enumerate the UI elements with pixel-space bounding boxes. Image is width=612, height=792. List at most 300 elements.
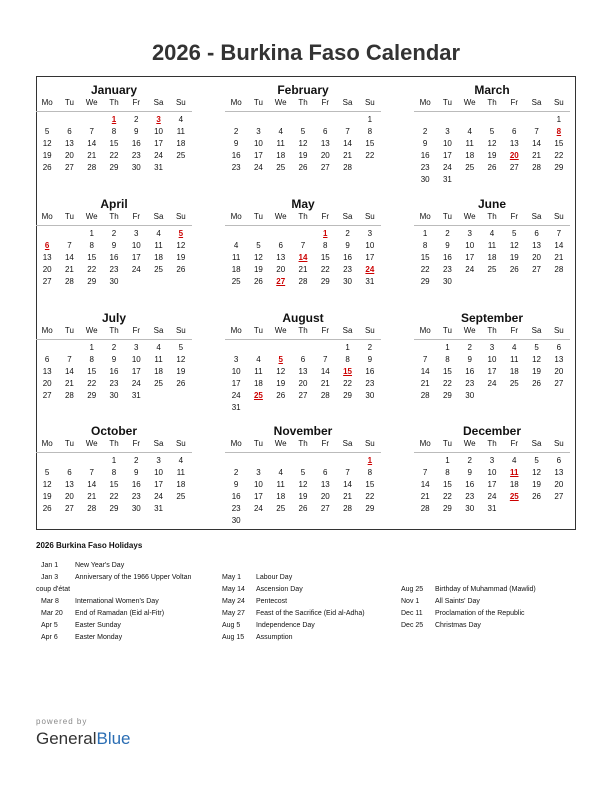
empty-day-cell: [36, 342, 58, 354]
day-cell: 17: [487, 367, 497, 376]
month-march: [414, 83, 570, 186]
empty-day-cell: [503, 114, 525, 126]
day-cell: 26: [176, 379, 186, 388]
day-cell: 4: [512, 456, 517, 465]
weekday-header: [225, 325, 381, 337]
weekday-label: Th: [298, 98, 308, 107]
month-april: [36, 197, 192, 288]
month-october: [36, 424, 192, 515]
day-cell: 24: [487, 492, 497, 501]
weekday-label: We: [463, 98, 476, 107]
day-cell: 5: [178, 343, 184, 352]
weekday-divider: [414, 452, 570, 453]
day-cell: 1: [445, 343, 450, 352]
day-cell: 10: [231, 367, 241, 376]
day-cell: 27: [554, 492, 564, 501]
weekday-label: Th: [298, 212, 308, 221]
day-cell: 9: [111, 241, 117, 250]
day-cell: 23: [343, 265, 353, 274]
weekday-divider: [36, 339, 192, 340]
empty-day-cell: [225, 228, 247, 240]
holiday-date: Dec 25: [401, 622, 424, 629]
empty-day-cell: [359, 402, 381, 414]
day-cell: 31: [231, 403, 241, 412]
day-cell: 14: [343, 480, 353, 489]
day-cell: 27: [320, 504, 330, 513]
brand-general-text: General: [36, 729, 97, 748]
day-cell: 9: [467, 468, 472, 477]
day-cell: 8: [345, 355, 350, 364]
day-cell: 28: [87, 504, 97, 513]
day-cell: 15: [365, 480, 375, 489]
holiday-day-cell: 5: [278, 355, 283, 364]
day-cell: 30: [109, 391, 119, 400]
holiday-date: May 27: [222, 610, 245, 617]
day-cell: 3: [134, 343, 139, 352]
holiday-name: Labour Day: [256, 574, 293, 581]
day-cell: 1: [556, 115, 562, 124]
day-cell: 26: [487, 163, 497, 172]
weekday-label: We: [463, 212, 476, 221]
day-cell: 24: [231, 391, 241, 400]
day-cell: 9: [445, 241, 450, 250]
days-grid: [36, 228, 192, 288]
day-cell: 18: [487, 253, 497, 262]
day-cell: 7: [89, 127, 94, 136]
month-february: [225, 83, 381, 174]
day-cell: 19: [176, 367, 186, 376]
empty-day-cell: [525, 390, 547, 402]
day-cell: 21: [87, 151, 97, 160]
day-cell: 17: [442, 151, 452, 160]
empty-day-cell: [225, 114, 247, 126]
weekday-label: Fr: [510, 439, 519, 448]
weekday-label: Tu: [253, 326, 263, 335]
weekday-label: Sa: [531, 326, 542, 335]
empty-day-cell: [247, 402, 269, 414]
weekday-label: Tu: [64, 98, 74, 107]
holiday-name: Proclamation of the Republic: [435, 610, 525, 617]
weekday-label: Th: [487, 439, 497, 448]
day-cell: 6: [67, 468, 72, 477]
weekday-label: Mo: [419, 439, 431, 448]
weekday-label: Fr: [321, 98, 330, 107]
days-grid: [225, 455, 381, 527]
weekday-label: Tu: [442, 326, 452, 335]
weekday-label: Su: [553, 212, 564, 221]
day-cell: 31: [487, 504, 497, 513]
empty-day-cell: [548, 174, 570, 186]
day-cell: 22: [420, 265, 430, 274]
page-title: 2026 - Burkina Faso Calendar: [151, 40, 461, 65]
day-cell: 21: [64, 379, 74, 388]
empty-day-cell: [36, 455, 58, 467]
day-cell: 5: [256, 241, 261, 250]
day-cell: 18: [276, 151, 286, 160]
weekday-label: Mo: [41, 212, 53, 221]
weekday-label: Mo: [419, 98, 431, 107]
weekday-label: Fr: [510, 326, 519, 335]
day-cell: 14: [87, 480, 97, 489]
empty-day-cell: [225, 455, 247, 467]
day-cell: 29: [320, 277, 330, 286]
day-cell: 5: [44, 127, 50, 136]
day-cell: 30: [343, 277, 353, 286]
day-cell: 11: [154, 241, 163, 250]
empty-day-cell: [170, 162, 192, 174]
empty-day-cell: [359, 515, 381, 527]
holiday-date: May 1: [222, 574, 242, 581]
weekday-label: Tu: [442, 439, 452, 448]
day-cell: 3: [445, 127, 450, 136]
day-cell: 6: [512, 127, 517, 136]
weekday-label: Su: [553, 98, 564, 107]
empty-day-cell: [147, 276, 169, 288]
day-cell: 12: [298, 139, 308, 148]
day-cell: 15: [87, 367, 97, 376]
day-cell: 4: [278, 468, 283, 477]
day-cell: 19: [487, 151, 497, 160]
empty-day-cell: [503, 503, 525, 515]
day-cell: 14: [320, 367, 330, 376]
month-name: July: [101, 311, 126, 325]
empty-day-cell: [459, 174, 481, 186]
holiday-name: International Women's Day: [75, 598, 159, 605]
holiday-date: Aug 5: [222, 622, 241, 629]
weekday-divider: [36, 225, 192, 226]
empty-day-cell: [336, 114, 358, 126]
day-cell: 11: [487, 241, 497, 250]
days-grid: [225, 114, 381, 174]
day-cell: 20: [320, 492, 330, 501]
day-cell: 17: [131, 253, 141, 262]
day-cell: 28: [87, 163, 97, 172]
day-cell: 25: [276, 504, 286, 513]
day-cell: 28: [554, 265, 564, 274]
day-cell: 3: [156, 456, 161, 465]
day-cell: 22: [442, 379, 452, 388]
day-cell: 5: [44, 468, 50, 477]
day-cell: 21: [343, 151, 353, 160]
day-cell: 8: [111, 468, 117, 477]
empty-day-cell: [125, 276, 147, 288]
weekday-header: [414, 211, 570, 223]
day-cell: 4: [256, 355, 261, 364]
day-cell: 12: [532, 355, 542, 364]
day-cell: 7: [345, 127, 350, 136]
weekday-label: Th: [487, 98, 497, 107]
month-september: [414, 311, 570, 402]
day-cell: 4: [467, 127, 472, 136]
weekday-label: Tu: [64, 326, 74, 335]
day-cell: 25: [231, 277, 241, 286]
holiday-date: Mar 8: [41, 598, 59, 605]
day-cell: 17: [231, 379, 241, 388]
weekday-label: Sa: [342, 326, 353, 335]
day-cell: 19: [42, 492, 52, 501]
day-cell: 5: [300, 127, 306, 136]
weekday-divider: [36, 452, 192, 453]
weekday-label: Sa: [153, 212, 164, 221]
empty-day-cell: [336, 402, 358, 414]
weekday-label: Tu: [253, 439, 263, 448]
day-cell: 13: [42, 253, 52, 262]
empty-day-cell: [247, 228, 269, 240]
day-cell: 1: [445, 456, 450, 465]
day-cell: 27: [532, 265, 542, 274]
empty-day-cell: [247, 114, 269, 126]
holiday-day-cell: 15: [343, 367, 353, 376]
day-cell: 10: [442, 139, 452, 148]
day-cell: 22: [442, 492, 452, 501]
day-cell: 26: [176, 265, 186, 274]
day-cell: 3: [233, 355, 239, 364]
day-cell: 19: [298, 151, 308, 160]
holiday-date: May 14: [222, 586, 245, 593]
day-cell: 16: [465, 367, 475, 376]
holiday-date: Aug 25: [401, 586, 424, 593]
weekday-label: We: [274, 326, 287, 335]
weekday-divider: [225, 111, 381, 112]
empty-day-cell: [292, 455, 314, 467]
day-cell: 27: [64, 163, 74, 172]
day-cell: 22: [343, 379, 353, 388]
holiday-date: Nov 1: [401, 598, 420, 605]
day-cell: 2: [422, 127, 428, 136]
day-cell: 9: [367, 355, 373, 364]
day-cell: 9: [134, 468, 139, 477]
weekday-header: [414, 325, 570, 337]
day-cell: 31: [442, 175, 452, 184]
day-cell: 21: [343, 492, 353, 501]
weekday-divider: [414, 111, 570, 112]
day-cell: 31: [154, 163, 164, 172]
weekday-label: Mo: [230, 326, 242, 335]
day-cell: 4: [178, 115, 184, 124]
weekday-label: Mo: [419, 212, 431, 221]
day-cell: 5: [534, 456, 539, 465]
day-cell: 23: [131, 492, 141, 501]
day-cell: 5: [512, 229, 517, 238]
weekday-label: Fr: [132, 98, 141, 107]
day-cell: 10: [487, 468, 497, 477]
empty-day-cell: [292, 402, 314, 414]
day-cell: 26: [42, 504, 52, 513]
day-cell: 2: [467, 456, 472, 465]
empty-day-cell: [292, 515, 314, 527]
weekday-label: Fr: [132, 439, 141, 448]
day-cell: 22: [365, 492, 375, 501]
day-cell: 25: [176, 151, 186, 160]
holiday-day-cell: 1: [111, 115, 117, 124]
weekday-label: Su: [175, 98, 186, 107]
empty-day-cell: [58, 342, 80, 354]
day-cell: 4: [156, 343, 161, 352]
day-cell: 7: [345, 468, 350, 477]
days-grid: [36, 342, 192, 402]
day-cell: 30: [465, 504, 475, 513]
weekday-header: [225, 438, 381, 450]
holiday-name: Easter Monday: [75, 634, 123, 641]
holiday-day-cell: 27: [276, 277, 286, 286]
day-cell: 12: [176, 241, 186, 250]
day-cell: 10: [365, 241, 375, 250]
empty-day-cell: [314, 342, 336, 354]
day-cell: 15: [420, 253, 430, 262]
empty-day-cell: [81, 114, 103, 126]
day-cell: 1: [89, 229, 94, 238]
day-cell: 16: [465, 480, 475, 489]
day-cell: 8: [323, 241, 328, 250]
day-cell: 14: [87, 139, 97, 148]
day-cell: 16: [343, 253, 353, 262]
day-cell: 16: [131, 480, 141, 489]
empty-day-cell: [548, 503, 570, 515]
day-cell: 1: [89, 343, 94, 352]
weekday-label: We: [85, 439, 98, 448]
day-cell: 15: [365, 139, 375, 148]
day-cell: 19: [509, 253, 519, 262]
empty-day-cell: [503, 390, 525, 402]
day-cell: 7: [422, 355, 428, 364]
holiday-day-cell: 24: [365, 265, 375, 274]
day-cell: 25: [176, 492, 186, 501]
day-cell: 15: [109, 139, 119, 148]
month-may: [225, 197, 381, 288]
day-cell: 2: [345, 229, 350, 238]
day-cell: 4: [178, 456, 184, 465]
holiday-day-cell: 25: [253, 391, 263, 400]
day-cell: 29: [554, 163, 564, 172]
empty-day-cell: [314, 455, 336, 467]
day-cell: 24: [131, 265, 141, 274]
holiday-day-cell: 6: [44, 241, 50, 250]
day-cell: 23: [465, 379, 475, 388]
day-cell: 17: [365, 253, 375, 262]
day-cell: 7: [67, 355, 72, 364]
day-cell: 18: [231, 265, 241, 274]
weekday-label: Fr: [510, 212, 519, 221]
day-cell: 28: [64, 391, 74, 400]
month-name: June: [477, 197, 506, 211]
holiday-name: Birthday of Muhammad (Mawlid): [435, 586, 536, 593]
day-cell: 10: [487, 355, 497, 364]
day-cell: 28: [320, 391, 330, 400]
day-cell: 1: [367, 115, 373, 124]
weekday-label: Su: [553, 439, 564, 448]
days-grid: [225, 228, 381, 288]
weekday-label: Th: [487, 326, 497, 335]
day-cell: 9: [111, 355, 117, 364]
day-cell: 14: [64, 367, 74, 376]
day-cell: 6: [534, 229, 539, 238]
day-cell: 12: [509, 241, 519, 250]
day-cell: 12: [176, 355, 186, 364]
empty-day-cell: [525, 276, 547, 288]
month-december: [414, 424, 570, 515]
empty-day-cell: [270, 402, 292, 414]
holiday-name: New Year's Day: [75, 562, 125, 569]
weekday-label: Tu: [253, 98, 263, 107]
holiday-name: Independence Day: [256, 622, 315, 629]
day-cell: 27: [42, 391, 52, 400]
holiday-date: Apr 6: [41, 634, 58, 641]
month-name: March: [474, 83, 510, 97]
weekday-label: Su: [364, 98, 375, 107]
weekday-header: [225, 97, 381, 109]
day-cell: 14: [420, 480, 430, 489]
empty-day-cell: [270, 515, 292, 527]
day-cell: 6: [44, 355, 50, 364]
month-november: [225, 424, 381, 527]
day-cell: 7: [422, 468, 428, 477]
day-cell: 12: [487, 139, 497, 148]
empty-day-cell: [81, 455, 103, 467]
weekday-label: Su: [553, 326, 564, 335]
weekday-label: Th: [109, 212, 119, 221]
day-cell: 5: [534, 343, 539, 352]
weekday-header: [36, 211, 192, 223]
day-cell: 27: [64, 504, 74, 513]
weekday-label: We: [463, 439, 476, 448]
day-cell: 7: [67, 241, 72, 250]
month-name: May: [291, 197, 315, 211]
day-cell: 17: [154, 480, 164, 489]
weekday-label: Fr: [132, 326, 141, 335]
holiday-name: Assumption: [256, 634, 293, 641]
day-cell: 28: [420, 504, 430, 513]
day-cell: 28: [298, 277, 308, 286]
weekday-label: Sa: [342, 439, 353, 448]
days-grid: [36, 455, 192, 515]
weekday-label: Th: [109, 439, 119, 448]
empty-day-cell: [36, 228, 58, 240]
day-cell: 29: [109, 163, 119, 172]
day-cell: 14: [343, 139, 353, 148]
weekday-label: Mo: [41, 98, 53, 107]
generalblue-logo[interactable]: [36, 729, 131, 749]
day-cell: 19: [42, 151, 52, 160]
day-cell: 31: [365, 277, 375, 286]
month-name: February: [277, 83, 329, 97]
day-cell: 8: [367, 468, 373, 477]
month-january: [36, 83, 192, 174]
day-cell: 9: [467, 355, 472, 364]
empty-day-cell: [247, 342, 269, 354]
empty-day-cell: [459, 114, 481, 126]
day-cell: 6: [556, 456, 562, 465]
day-cell: 12: [42, 480, 52, 489]
day-cell: 2: [233, 127, 239, 136]
day-cell: 22: [365, 151, 375, 160]
day-cell: 23: [231, 504, 241, 513]
weekday-label: Th: [109, 98, 119, 107]
empty-day-cell: [247, 455, 269, 467]
empty-day-cell: [525, 174, 547, 186]
day-cell: 20: [554, 367, 564, 376]
empty-day-cell: [314, 114, 336, 126]
weekday-label: Th: [298, 439, 308, 448]
day-cell: 21: [87, 492, 97, 501]
holiday-date: Jan 3: [41, 574, 59, 581]
empty-day-cell: [481, 114, 503, 126]
holiday-date: May 24: [222, 598, 245, 605]
day-cell: 10: [154, 468, 164, 477]
holiday-name: Feast of the Sacrifice (Eid al-Adha): [256, 610, 365, 617]
empty-day-cell: [481, 174, 503, 186]
day-cell: 5: [300, 468, 306, 477]
day-cell: 3: [489, 456, 495, 465]
